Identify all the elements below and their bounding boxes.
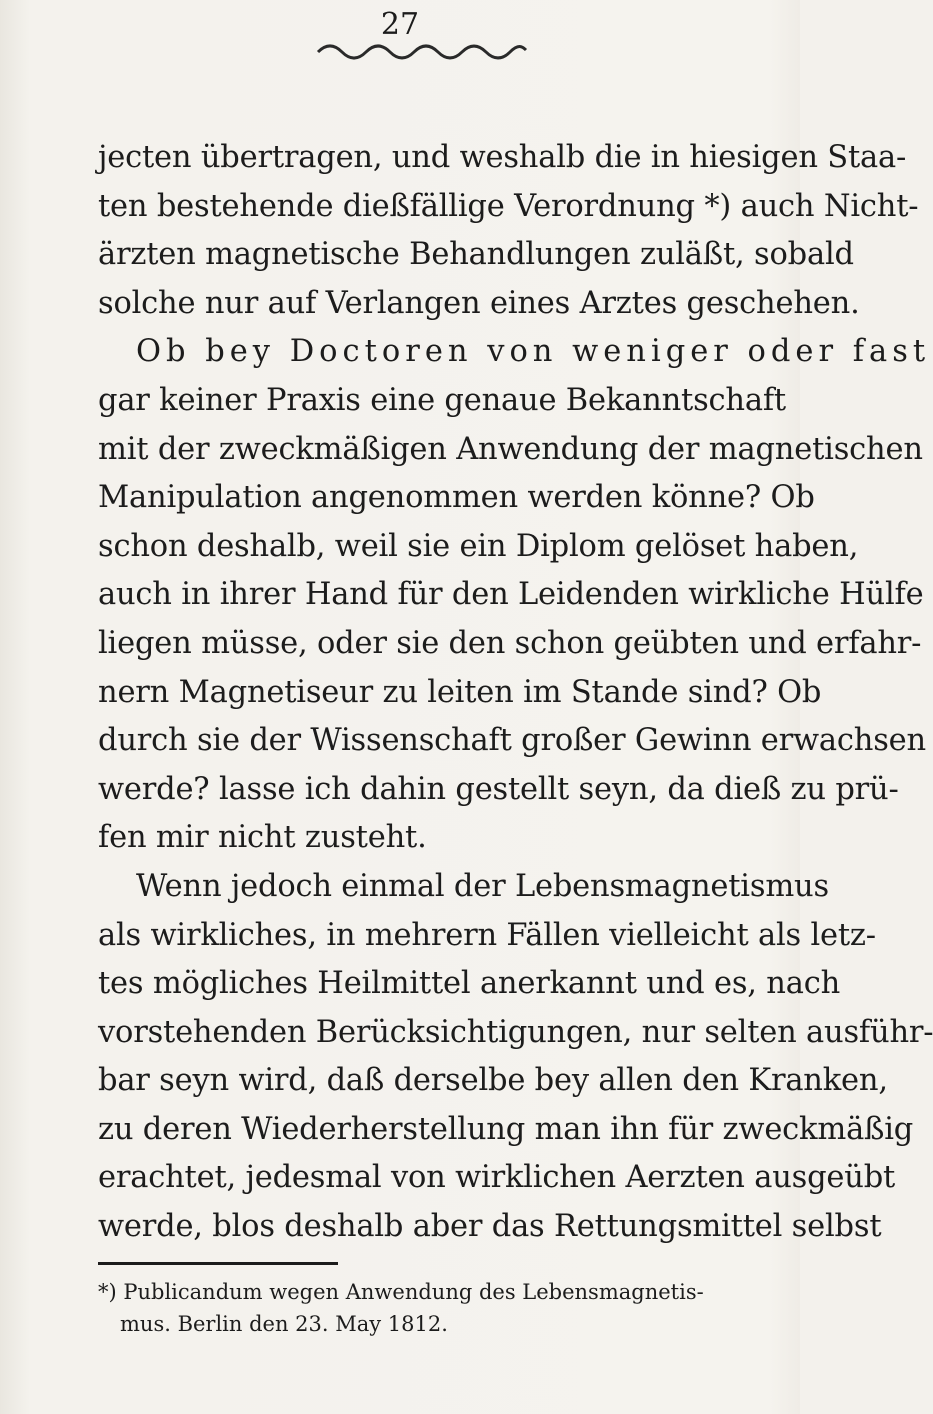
text-line: tes mögliches Heilmittel anerkannt und es, nach <box>98 966 841 1002</box>
text-line: auch in ihrer Hand für den Leidenden wirkliche Hülfe <box>98 577 924 613</box>
text-line: jecten übertragen, und weshalb die in hiesigen Staa- <box>98 140 907 175</box>
text-line: Wenn jedoch einmal der Lebensmagnetismus <box>136 868 829 904</box>
text-line: als wirkliches, in mehrern Fällen vielleicht als letz- <box>98 917 876 953</box>
footnote-line: mus. Berlin den 23. May 1812. <box>120 1312 448 1336</box>
text-line: Manipulation angenommen werden könne? Ob <box>98 480 815 516</box>
text-line: ärzten magnetische Behandlungen zuläßt, sobald <box>98 237 854 273</box>
text-line: gar keiner Praxis eine genaue Bekanntschaft <box>98 382 786 418</box>
footnote-line: *) Publicandum wegen Anwendung des Lebensmagnetis- <box>98 1280 704 1304</box>
text-line: fen mir nicht zusteht. <box>98 820 427 856</box>
text-line: nern Magnetiseur zu leiten im Stande sind? Ob <box>98 674 822 710</box>
text-line: mit der zweckmäßigen Anwendung der magnetischen <box>98 431 923 467</box>
footnote <box>98 1276 758 1340</box>
footnote-rule <box>98 1262 338 1265</box>
text-line: schon deshalb, weil sie ein Diplom gelöset haben, <box>98 528 859 564</box>
body-text <box>98 134 933 1252</box>
text-line: bar seyn wird, daß derselbe bey allen den Kranken, <box>98 1063 888 1099</box>
page-number: 27 <box>380 7 420 42</box>
text-line: liegen müsse, oder sie den schon geübten und erfahr- <box>98 625 922 661</box>
text-line: durch sie der Wissenschaft großer Gewinn erwachsen <box>98 723 926 759</box>
text-line: vorstehenden Berücksichtigungen, nur selten ausführ- <box>98 1014 933 1050</box>
text-line: werde? lasse ich dahin gestellt seyn, da dieß zu prü- <box>98 771 899 807</box>
text-line: zu deren Wiederherstellung man ihn für zweckmäßig <box>98 1111 914 1147</box>
text-line: ten bestehende dießfällige Verordnung *) auch Nicht- <box>98 188 919 224</box>
text-line: Ob bey Doctoren von weniger oder fast <box>136 334 931 370</box>
ornament-divider <box>316 42 528 58</box>
text-line: erachtet, jedesmal von wirklichen Aerzten ausgeübt <box>98 1160 896 1196</box>
text-line: solche nur auf Verlangen eines Arztes geschehen. <box>98 285 860 321</box>
text-line: werde, blos deshalb aber das Rettungsmittel selbst <box>98 1209 882 1245</box>
